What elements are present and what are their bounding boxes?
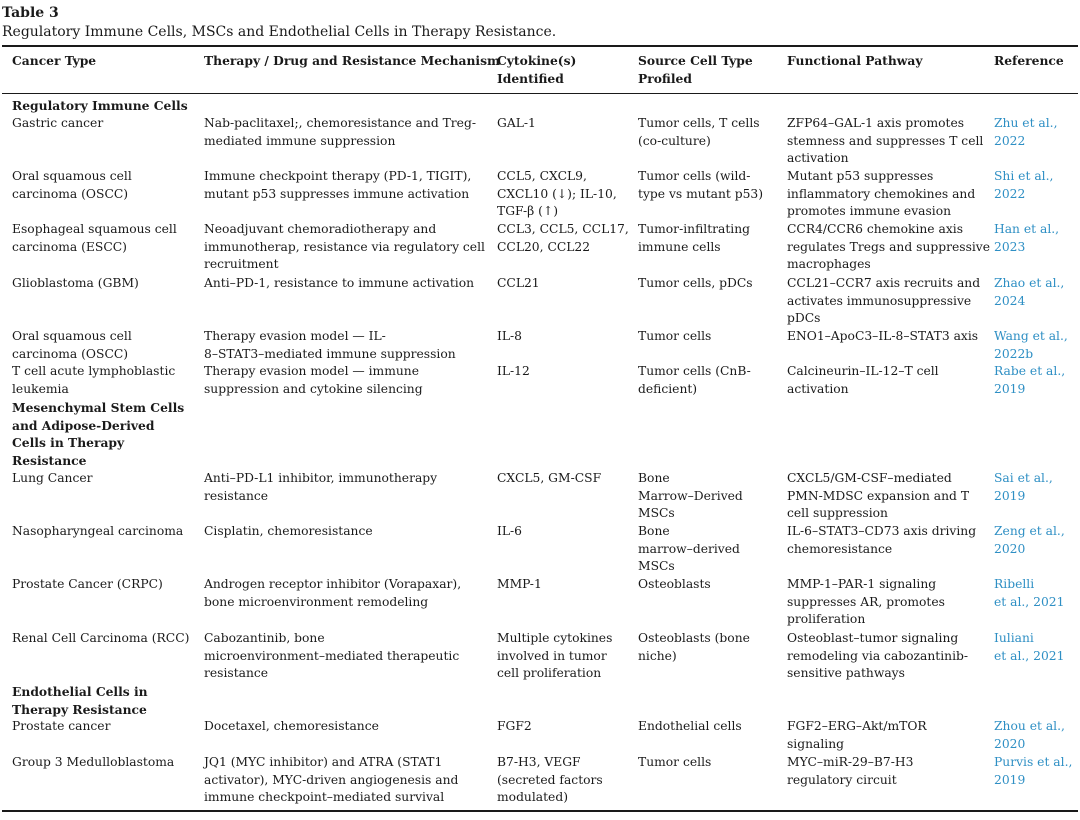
cell-source-cell: Osteoblasts (bone niche) [638, 631, 750, 663]
header-rule [2, 93, 1078, 94]
table-title: Regulatory Immune Cells, MSCs and Endothelial Cells in Therapy Resistance. [2, 24, 557, 40]
cell-source-cell: Tumor cells, T cells (co-culture) [638, 116, 760, 148]
cell-therapy: Neoadjuvant chemoradiotherapy and immunotherap, resistance via regulatory cell recruitment [204, 222, 485, 272]
cell-source-cell: Bone marrow–derived MSCs [638, 524, 740, 574]
reference-link[interactable]: Zhu et al., 2022 [994, 116, 1058, 148]
cell-cancer-type: Lung Cancer [12, 471, 93, 485]
cell-cancer-type: Glioblastoma (GBM) [12, 276, 139, 290]
cell-cancer-type: Oral squamous cell carcinoma (OSCC) [12, 329, 132, 361]
section-heading: Endothelial Cells in Therapy Resistance [12, 684, 148, 717]
reference-link[interactable]: Ribelli et al., 2021 [994, 577, 1065, 609]
cell-cytokine: IL-8 [497, 329, 523, 343]
cell-source-cell: Tumor cells, pDCs [638, 276, 753, 290]
reference-link[interactable]: Zhou et al., 2020 [994, 719, 1065, 751]
cell-cytokine: GAL-1 [497, 116, 536, 130]
cell-source-cell: Tumor cells [638, 755, 712, 769]
cell-source-cell: Tumor cells (wild- type vs mutant p53) [638, 169, 764, 201]
cell-cytokine: MMP-1 [497, 577, 542, 591]
cell-cytokine: CCL3, CCL5, CCL17, CCL20, CCL22 [497, 222, 629, 254]
cell-source-cell: Tumor cells [638, 329, 712, 343]
cell-pathway: Calcineurin–IL-12–T cell activation [787, 364, 939, 396]
header-therapy: Therapy / Drug and Resistance Mechanism [204, 53, 501, 68]
cell-pathway: Osteoblast–tumor signaling remodeling via cabozantinib- sensitive pathways [787, 631, 969, 681]
cell-pathway: ENO1–ApoC3–IL-8–STAT3 axis [787, 329, 979, 343]
cell-cancer-type: Renal Cell Carcinoma (RCC) [12, 631, 190, 645]
cell-pathway: CCR4/CCR6 chemokine axis regulates Tregs and suppressive macrophages [787, 222, 991, 272]
header-reference: Reference [994, 53, 1064, 68]
cell-source-cell: Tumor cells (CnB- deficient) [638, 364, 751, 396]
cell-source-cell: Endothelial cells [638, 719, 742, 733]
cell-cytokine: Multiple cytokines involved in tumor cell proliferation [497, 631, 613, 681]
header-cancer-type: Cancer Type [12, 53, 97, 68]
cell-cytokine: IL-12 [497, 364, 530, 378]
cell-pathway: FGF2–ERG–Akt/mTOR signaling [787, 719, 927, 751]
cell-therapy: Therapy evasion model — immune suppression and cytokine silencing [204, 364, 423, 396]
cell-pathway: IL-6–STAT3–CD73 axis driving chemoresistance [787, 524, 977, 556]
top-rule [2, 45, 1078, 47]
cell-cytokine: CXCL5, GM-CSF [497, 471, 602, 485]
cell-cytokine: CCL21 [497, 276, 540, 290]
cell-pathway: Mutant p53 suppresses inflammatory chemokines and promotes immune evasion [787, 169, 976, 219]
cell-cancer-type: Group 3 Medulloblastoma [12, 755, 175, 769]
cell-therapy: JQ1 (MYC inhibitor) and ATRA (STAT1 activator), MYC-driven angiogenesis and immune checkpoint–mediated survival [204, 755, 459, 805]
cell-cytokine: IL-6 [497, 524, 523, 538]
header-source-cell: Source Cell Type Profiled [638, 53, 753, 86]
reference-link[interactable]: Zeng et al., 2020 [994, 524, 1065, 556]
cell-cytokine: FGF2 [497, 719, 532, 733]
cell-source-cell: Osteoblasts [638, 577, 711, 591]
cell-cancer-type: Nasopharyngeal carcinoma [12, 524, 184, 538]
reference-link[interactable]: Zhao et al., 2024 [994, 276, 1065, 308]
cell-therapy: Cabozantinib, bone microenvironment–mediated therapeutic resistance [204, 631, 460, 681]
reference-link[interactable]: Iuliani et al., 2021 [994, 631, 1065, 663]
reference-link[interactable]: Han et al., 2023 [994, 222, 1060, 254]
cell-source-cell: Bone Marrow–Derived MSCs [638, 471, 743, 521]
cell-source-cell: Tumor-infiltrating immune cells [638, 222, 751, 254]
cell-therapy: Nab-paclitaxel;, chemoresistance and Treg- mediated immune suppression [204, 116, 476, 148]
header-pathway: Functional Pathway [787, 53, 923, 68]
cell-cytokine: CCL5, CXCL9, CXCL10 (↓); IL-10, TGF-β (↑) [497, 169, 617, 219]
section-heading: Regulatory Immune Cells [12, 98, 188, 113]
cell-therapy: Immune checkpoint therapy (PD-1, TIGIT), mutant p53 suppresses immune activation [204, 169, 472, 201]
cell-cancer-type: Prostate Cancer (CRPC) [12, 577, 163, 591]
cell-therapy: Docetaxel, chemoresistance [204, 719, 379, 733]
cell-cancer-type: T cell acute lymphoblastic leukemia [12, 364, 176, 396]
reference-link[interactable]: Purvis et al., 2019 [994, 755, 1073, 787]
cell-cancer-type: Oral squamous cell carcinoma (OSCC) [12, 169, 132, 201]
cell-pathway: CCL21–CCR7 axis recruits and activates immunosuppressive pDCs [787, 276, 981, 326]
cell-cancer-type: Prostate cancer [12, 719, 111, 733]
reference-link[interactable]: Shi et al., 2022 [994, 169, 1054, 201]
cell-pathway: CXCL5/GM-CSF–mediated PMN-MDSC expansion and T cell suppression [787, 471, 970, 521]
table-label: Table 3 [2, 5, 59, 21]
cell-pathway: MYC–miR-29–B7-H3 regulatory circuit [787, 755, 914, 787]
cell-cancer-type: Gastric cancer [12, 116, 104, 130]
reference-link[interactable]: Wang et al., 2022b [994, 329, 1068, 361]
cell-pathway: MMP-1–PAR-1 signaling suppresses AR, promotes proliferation [787, 577, 945, 627]
reference-link[interactable]: Rabe et al., 2019 [994, 364, 1066, 396]
cell-therapy: Androgen receptor inhibitor (Vorapaxar), bone microenvironment remodeling [204, 577, 462, 609]
cell-therapy: Anti–PD-L1 inhibitor, immunotherapy resistance [204, 471, 438, 503]
cell-therapy: Cisplatin, chemoresistance [204, 524, 373, 538]
header-cytokine: Cytokine(s) Identified [497, 53, 577, 86]
cell-therapy: Anti–PD-1, resistance to immune activation [204, 276, 475, 290]
bottom-rule [2, 810, 1078, 812]
section-heading: Mesenchymal Stem Cells and Adipose-Derived Cells in Therapy Resistance [12, 400, 185, 469]
cell-cancer-type: Esophageal squamous cell carcinoma (ESCC) [12, 222, 177, 254]
cell-pathway: ZFP64–GAL-1 axis promotes stemness and suppresses T cell activation [787, 116, 984, 166]
cell-therapy: Therapy evasion model — IL- 8–STAT3–mediated immune suppression [204, 329, 456, 361]
cell-cytokine: B7-H3, VEGF (secreted factors modulated) [497, 755, 603, 805]
reference-link[interactable]: Sai et al., 2019 [994, 471, 1053, 503]
